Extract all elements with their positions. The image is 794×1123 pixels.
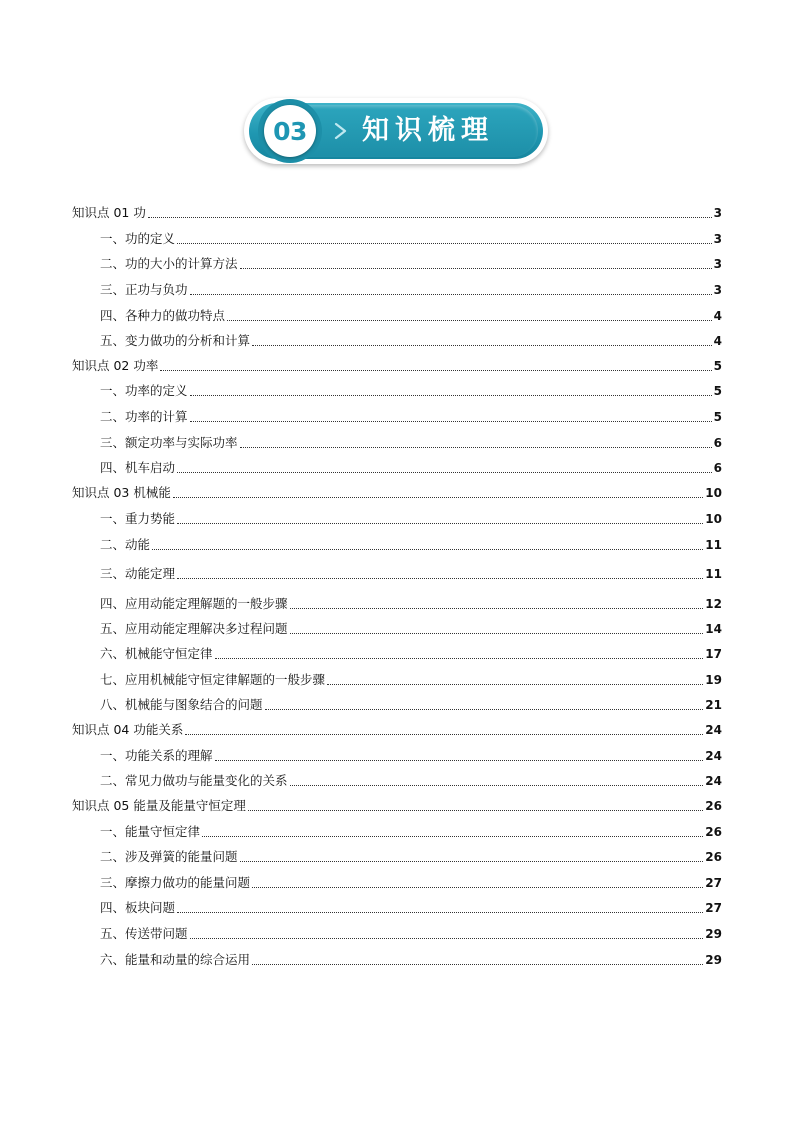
toc-page-number: 10 xyxy=(705,512,722,526)
toc-entry-label: 知识点 05 能量及能量守恒定理 xyxy=(72,798,246,813)
toc-page-number: 24 xyxy=(705,774,722,788)
toc-entry-label: 五、应用动能定理解决多过程问题 xyxy=(100,621,288,636)
toc-entry-label: 知识点 01 功 xyxy=(72,205,146,220)
toc-dot-leader xyxy=(290,633,704,634)
toc-page-number: 3 xyxy=(713,232,722,246)
toc-section-entry[interactable] xyxy=(0,280,794,300)
toc-dot-leader xyxy=(177,243,712,244)
toc-entry-label: 四、机车启动 xyxy=(100,460,176,475)
toc-section-entry[interactable] xyxy=(0,619,794,639)
toc-section-entry[interactable] xyxy=(0,746,794,766)
toc-page-number: 29 xyxy=(705,953,722,967)
toc-dot-leader xyxy=(248,810,703,811)
toc-section-entry[interactable] xyxy=(0,924,794,944)
toc-entry-label: 二、常见力做功与能量变化的关系 xyxy=(100,773,288,788)
section-banner xyxy=(244,98,548,164)
toc-entry-label: 三、摩擦力做功的能量问题 xyxy=(100,875,251,890)
toc-dot-leader xyxy=(290,785,704,786)
chevron-right-icon xyxy=(332,122,350,140)
toc-dot-leader xyxy=(148,217,712,218)
toc-entry-label: 二、功的大小的计算方法 xyxy=(100,256,238,271)
toc-dot-leader xyxy=(240,447,712,448)
toc-page-number: 3 xyxy=(713,206,722,220)
toc-dot-leader xyxy=(202,836,703,837)
toc-dot-leader xyxy=(190,294,712,295)
toc-entry-label: 知识点 04 功能关系 xyxy=(72,722,184,737)
toc-entry-label: 五、传送带问题 xyxy=(100,926,188,941)
toc-dot-leader xyxy=(190,395,712,396)
toc-entry-label: 一、重力势能 xyxy=(100,511,176,526)
toc-section-entry[interactable] xyxy=(0,381,794,401)
toc-dot-leader xyxy=(177,523,703,524)
toc-section-entry[interactable] xyxy=(0,564,794,584)
toc-chapter-entry[interactable] xyxy=(0,203,794,223)
toc-entry-label: 二、涉及弹簧的能量问题 xyxy=(100,849,238,864)
toc-entry-label: 四、各种力的做功特点 xyxy=(100,308,226,323)
toc-page-number: 5 xyxy=(713,359,722,373)
toc-dot-leader xyxy=(290,608,704,609)
toc-dot-leader xyxy=(173,497,703,498)
toc-entry-label: 一、功的定义 xyxy=(100,231,176,246)
toc-dot-leader xyxy=(160,370,711,371)
toc-page-number: 4 xyxy=(713,309,722,323)
toc-page-number: 26 xyxy=(705,799,722,813)
toc-section-entry[interactable] xyxy=(0,331,794,351)
toc-section-entry[interactable] xyxy=(0,594,794,614)
toc-dot-leader xyxy=(265,709,704,710)
toc-page-number: 6 xyxy=(713,461,722,475)
toc-dot-leader xyxy=(227,320,712,321)
toc-page-number: 3 xyxy=(713,257,722,271)
toc-entry-label: 三、正功与负功 xyxy=(100,282,188,297)
toc-section-entry[interactable] xyxy=(0,229,794,249)
toc-dot-leader xyxy=(252,964,703,965)
toc-entry-label: 知识点 03 机械能 xyxy=(72,485,171,500)
toc-dot-leader xyxy=(177,912,703,913)
toc-entry-label: 五、变力做功的分析和计算 xyxy=(100,333,251,348)
toc-page-number: 26 xyxy=(705,825,722,839)
toc-dot-leader xyxy=(252,887,703,888)
toc-dot-leader xyxy=(177,472,712,473)
toc-page-number: 27 xyxy=(705,901,722,915)
toc-section-entry[interactable] xyxy=(0,873,794,893)
toc-page-number: 14 xyxy=(705,622,722,636)
toc-section-entry[interactable] xyxy=(0,535,794,555)
toc-page-number: 17 xyxy=(705,647,722,661)
toc-entry-label: 一、功率的定义 xyxy=(100,383,188,398)
toc-entry-label: 七、应用机械能守恒定律解题的一般步骤 xyxy=(100,672,326,687)
toc-entry-label: 六、能量和动量的综合运用 xyxy=(100,952,251,967)
toc-section-entry[interactable] xyxy=(0,306,794,326)
toc-entry-label: 二、动能 xyxy=(100,537,151,552)
toc-section-entry[interactable] xyxy=(0,898,794,918)
toc-entry-label: 四、板块问题 xyxy=(100,900,176,915)
toc-page-number: 24 xyxy=(705,749,722,763)
toc-dot-leader xyxy=(215,760,704,761)
toc-entry-label: 知识点 02 功率 xyxy=(72,358,159,373)
toc-dot-leader xyxy=(177,578,703,579)
toc-section-entry[interactable] xyxy=(0,644,794,664)
toc-page-number: 26 xyxy=(705,850,722,864)
toc-dot-leader xyxy=(240,861,704,862)
toc-page-number: 3 xyxy=(713,283,722,297)
toc-entry-label: 六、机械能守恒定律 xyxy=(100,646,213,661)
toc-dot-leader xyxy=(190,421,712,422)
toc-entry-label: 八、机械能与图象结合的问题 xyxy=(100,697,263,712)
toc-entry-label: 三、额定功率与实际功率 xyxy=(100,435,238,450)
toc-page-number: 5 xyxy=(713,384,722,398)
toc-page-number: 19 xyxy=(705,673,722,687)
toc-section-entry[interactable] xyxy=(0,254,794,274)
toc-section-entry[interactable] xyxy=(0,458,794,478)
toc-dot-leader xyxy=(152,549,703,550)
toc-entry-label: 四、应用动能定理解题的一般步骤 xyxy=(100,596,288,611)
toc-entry-label: 三、动能定理 xyxy=(100,566,176,581)
toc-page-number: 5 xyxy=(713,410,722,424)
toc-chapter-entry[interactable] xyxy=(0,483,794,503)
section-number: 03 xyxy=(273,116,307,146)
toc-page-number: 4 xyxy=(713,334,722,348)
toc-page-number: 12 xyxy=(705,597,722,611)
toc-dot-leader xyxy=(252,345,712,346)
toc-page-number: 21 xyxy=(705,698,722,712)
toc-dot-leader xyxy=(190,938,704,939)
section-title: 知识梳理 xyxy=(362,115,494,146)
toc-dot-leader xyxy=(240,268,712,269)
toc-entry-label: 一、能量守恒定律 xyxy=(100,824,201,839)
toc-section-entry[interactable] xyxy=(0,695,794,715)
toc-page-number: 11 xyxy=(705,567,722,581)
toc-entry-label: 二、功率的计算 xyxy=(100,409,188,424)
toc-entry-label: 一、功能关系的理解 xyxy=(100,748,213,763)
toc-chapter-entry[interactable] xyxy=(0,356,794,376)
toc-page-number: 6 xyxy=(713,436,722,450)
toc-dot-leader xyxy=(327,684,703,685)
toc-section-entry[interactable] xyxy=(0,847,794,867)
toc-section-entry[interactable] xyxy=(0,822,794,842)
toc-section-entry[interactable] xyxy=(0,950,794,970)
toc-chapter-entry[interactable] xyxy=(0,796,794,816)
toc-dot-leader xyxy=(215,658,704,659)
toc-page-number: 11 xyxy=(705,538,722,552)
toc-section-entry[interactable] xyxy=(0,670,794,690)
toc-page-number: 10 xyxy=(705,486,722,500)
section-number-badge xyxy=(264,105,316,157)
toc-section-entry[interactable] xyxy=(0,407,794,427)
toc-page-number: 29 xyxy=(705,927,722,941)
toc-page-number: 27 xyxy=(705,876,722,890)
toc-chapter-entry[interactable] xyxy=(0,720,794,740)
toc-section-entry[interactable] xyxy=(0,509,794,529)
toc-page-number: 24 xyxy=(705,723,722,737)
toc-section-entry[interactable] xyxy=(0,771,794,791)
toc-dot-leader xyxy=(185,734,703,735)
toc-section-entry[interactable] xyxy=(0,433,794,453)
